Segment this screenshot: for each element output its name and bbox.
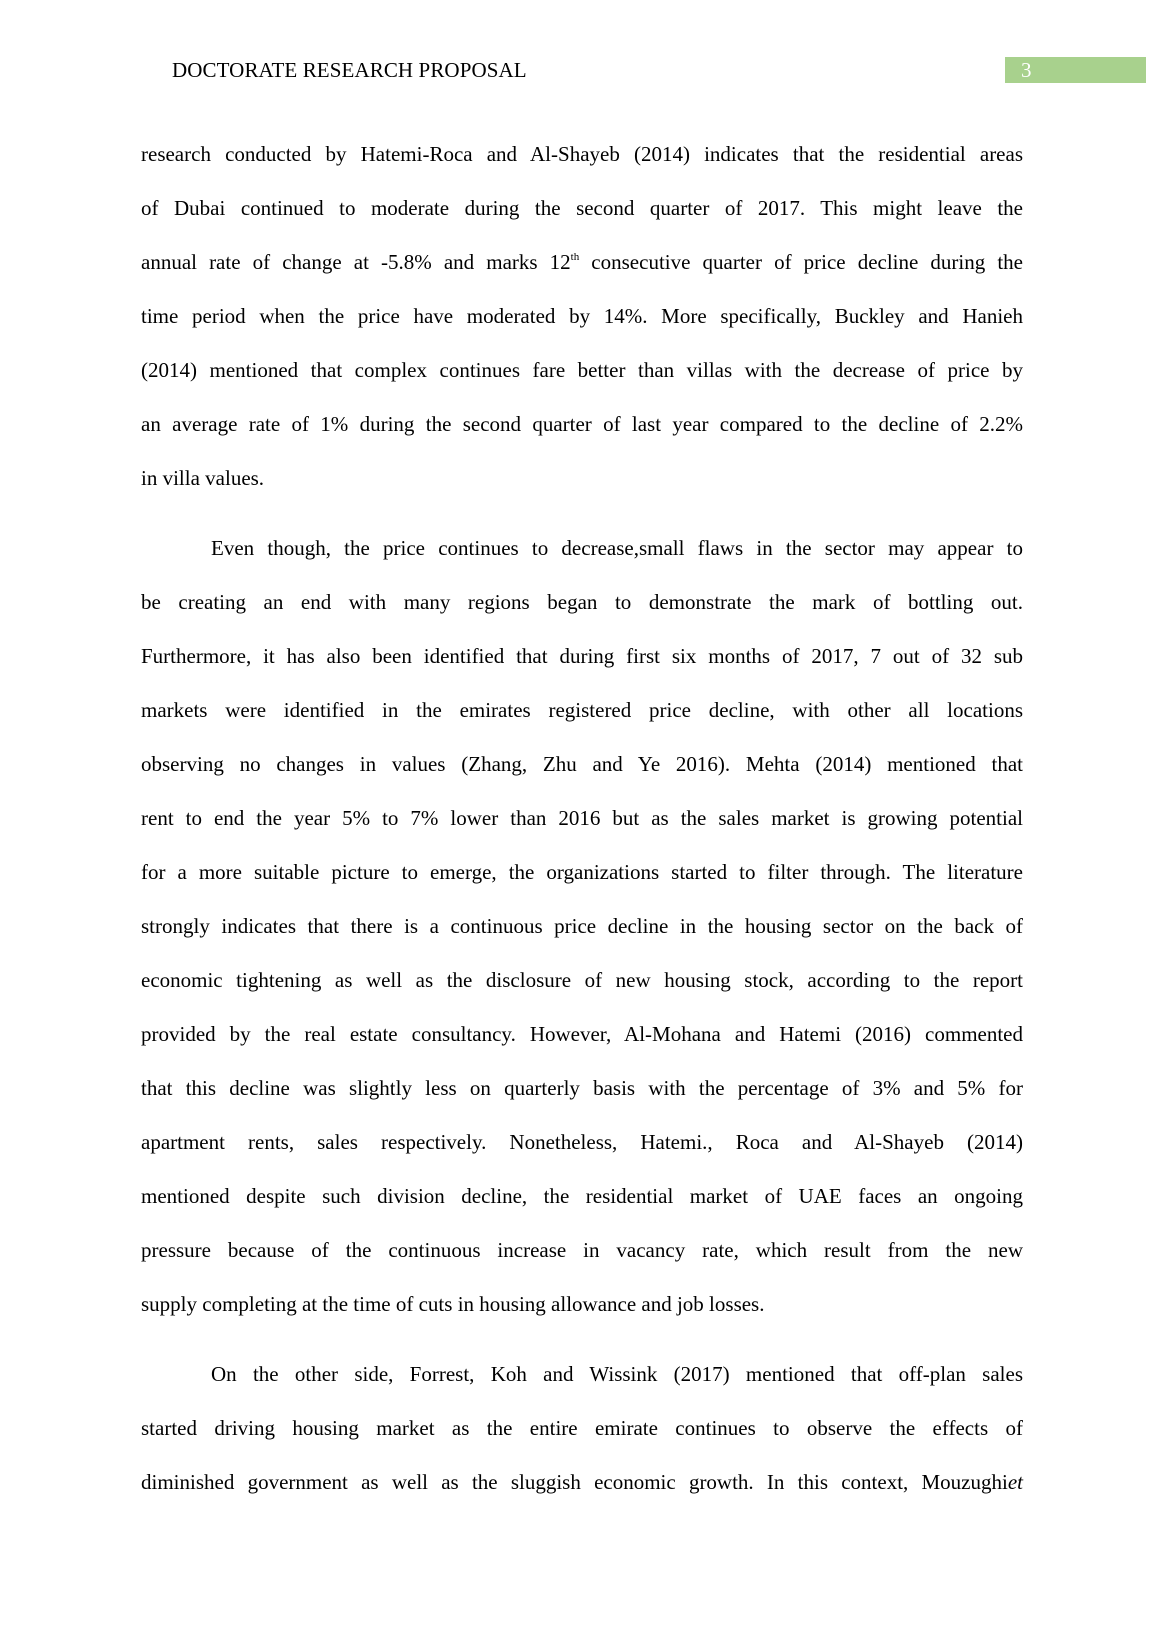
text-line: supply completing at the time of cuts in housing allowance and job losses. [141,1292,765,1316]
text-line: pressure because of the continuous increase in vacancy rate, which result from the new [141,1238,1023,1262]
text-line: research conducted by Hatemi-Roca and Al-Shayeb (2014) indicates that the residential areas [141,142,1023,166]
text-line: started driving housing market as the entire emirate continues to observe the effects of [141,1416,1023,1440]
text-line: be creating an end with many regions began to demonstrate the mark of bottling out. [141,590,1023,614]
text-line: Even though, the price continues to decrease,small flaws in the sector may appear to [211,536,1023,560]
paragraph-3 [141,1347,1023,1509]
text-line: that this decline was slightly less on quarterly basis with the percentage of 3% and 5% for [141,1076,1023,1100]
text-segment: consecutive quarter of price decline during the [579,250,1024,274]
document-body [141,127,1023,1509]
text-segment: annual rate of change at -5.8% and marks 12 [141,250,571,274]
text-segment: diminished government as well as the sluggish economic growth. In this context, Mouzughi [141,1470,1008,1494]
text-line [141,235,1023,289]
superscript-ordinal: th [570,251,580,263]
text-line: Furthermore, it has also been identified that during first six months of 2017, 7 out of 32 sub [141,644,1023,668]
page-number-badge: 3 [1005,57,1146,83]
text-line: rent to end the year 5% to 7% lower than 2016 but as the sales market is growing potential [141,806,1023,830]
text-line: time period when the price have moderated by 14%. More specifically, Buckley and Hanieh [141,304,1023,328]
text-line: observing no changes in values (Zhang, Zhu and Ye 2016). Mehta (2014) mentioned that [141,752,1023,776]
text-line: strongly indicates that there is a continuous price decline in the housing sector on the back of [141,914,1023,938]
text-line: an average rate of 1% during the second quarter of last year compared to the decline of 2.2% [141,412,1023,436]
text-line: economic tightening as well as the disclosure of new housing stock, according to the report [141,968,1023,992]
text-line: for a more suitable picture to emerge, the organizations started to filter through. The literature [141,860,1023,884]
text-line: markets were identified in the emirates registered price decline, with other all locations [141,698,1023,722]
paragraph-1 [141,127,1023,505]
italic-text: et [1007,1470,1023,1494]
text-line: apartment rents, sales respectively. Nonetheless, Hatemi., Roca and Al-Shayeb (2014) [141,1130,1023,1154]
text-line: provided by the real estate consultancy. However, Al-Mohana and Hatemi (2016) commented [141,1022,1023,1046]
text-line: of Dubai continued to moderate during the second quarter of 2017. This might leave the [141,196,1023,220]
text-line: mentioned despite such division decline, the residential market of UAE faces an ongoing [141,1184,1023,1208]
paragraph-2 [141,521,1023,1331]
text-line: On the other side, Forrest, Koh and Wissink (2017) mentioned that off-plan sales [211,1362,1023,1386]
text-line: (2014) mentioned that complex continues fare better than villas with the decrease of price by [141,358,1023,382]
text-line [141,1455,1023,1509]
text-line: in villa values. [141,466,265,490]
running-header-title: DOCTORATE RESEARCH PROPOSAL [172,58,527,82]
